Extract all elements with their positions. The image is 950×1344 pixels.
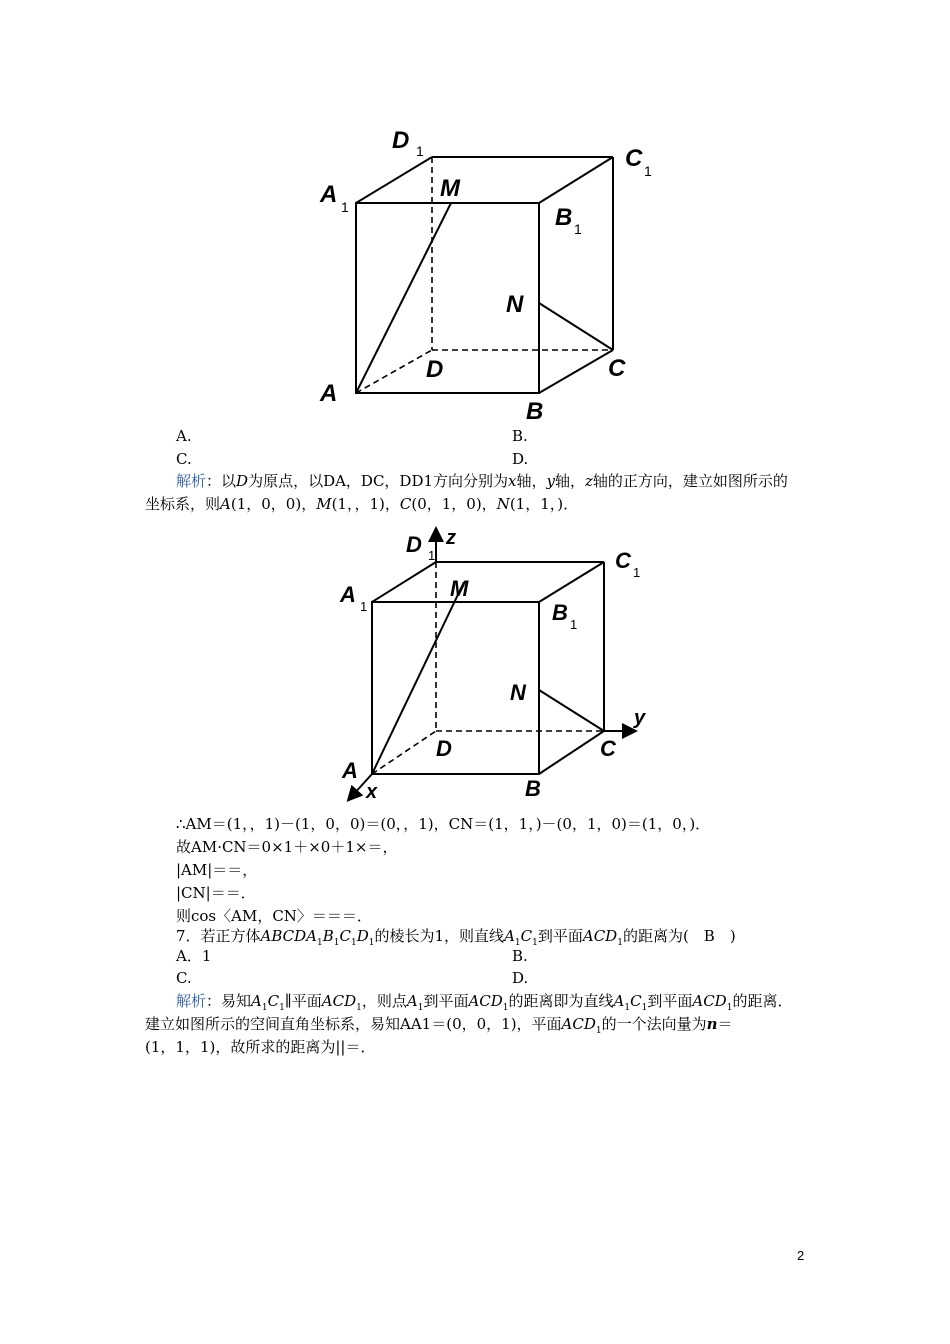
derivation-line-5: 则cos〈AM，CN〉＝＝＝． bbox=[176, 907, 372, 925]
page-number: 2 bbox=[797, 1248, 805, 1263]
label2-n: N bbox=[510, 680, 526, 705]
q7-option-c: C. bbox=[176, 969, 192, 987]
option-d: D. bbox=[512, 450, 529, 468]
derivation-line-1: ∴AM＝(1，，1)－(1，0，0)＝(0，，1)，CN＝(1，1，)－(0，1，0)＝(1，0，)． bbox=[176, 815, 711, 833]
label-a: A bbox=[320, 380, 338, 407]
label2-a: A bbox=[342, 758, 358, 783]
analysis-label-2: 解析 bbox=[176, 992, 207, 1010]
label-b1: B bbox=[555, 204, 573, 231]
svg-text:1: 1 bbox=[360, 599, 368, 614]
derivation-line-3: |AM|＝＝， bbox=[176, 861, 258, 879]
svg-text:1: 1 bbox=[574, 221, 582, 237]
svg-text:1: 1 bbox=[428, 548, 436, 563]
svg-text:1: 1 bbox=[644, 163, 652, 179]
cube-diagram-1 bbox=[300, 120, 660, 425]
svg-text:1: 1 bbox=[416, 143, 424, 159]
q7-option-d: D. bbox=[512, 969, 529, 987]
label2-d1: D bbox=[406, 532, 422, 557]
label-c: C bbox=[608, 355, 626, 382]
label-d: D bbox=[426, 356, 444, 383]
label2-y: y bbox=[634, 707, 646, 729]
option-c: C. bbox=[176, 450, 192, 468]
label2-b: B bbox=[525, 776, 541, 801]
analysis-2-line-3: (1，1，1)，故所求的距离为||＝． bbox=[145, 1038, 376, 1056]
label2-c: C bbox=[600, 736, 616, 761]
segment-nc bbox=[539, 303, 613, 350]
svg-text:1: 1 bbox=[570, 617, 578, 632]
analysis-2-line-1: 解析：易知$A_1C_1\parallel$平面$ACD_1$，则点$A_1$到平面$ACD_1$的距离即为直线$A_1C_1$到平面$ACD_1$的距离． bbox=[176, 992, 793, 1013]
svg-text:1: 1 bbox=[341, 199, 349, 215]
question-7: 7．若正方体$ABCDA_1B_1C_1D_1$的棱长为1，则直线$A_1C_1$到平面$ACD_1$的距离为( B ) bbox=[176, 927, 736, 948]
derivation-line-4: |CN|＝＝． bbox=[176, 884, 256, 902]
label2-d: D bbox=[436, 736, 452, 761]
label-n: N bbox=[506, 291, 524, 318]
option-a: A. bbox=[176, 427, 192, 445]
cube-figure-2 bbox=[330, 520, 670, 810]
q7-option-a: A．1 bbox=[176, 947, 212, 965]
q7-option-b: B. bbox=[512, 947, 528, 965]
cube-figure-1 bbox=[300, 120, 660, 425]
label2-x: x bbox=[366, 781, 378, 803]
label2-c1: C bbox=[615, 548, 631, 573]
derivation-line-2: 故AM·CN＝0×1＋×0＋1×＝， bbox=[176, 838, 398, 856]
analysis-2-line-2: 建立如图所示的空间直角坐标系，易知AA1＝(0，0，1)，平面$ACD_1$的一个法向量为n＝ bbox=[145, 1015, 733, 1036]
analysis-1-line-2: 坐标系，则A(1，0，0)，M(1，，1)，C(0，1，0)，N(1，1，)． bbox=[145, 495, 579, 513]
label-a1: A bbox=[320, 181, 338, 208]
label-c1: C bbox=[625, 145, 643, 172]
analysis-1-line-1: 解析：以D为原点，以DA，DC，DD1方向分别为x轴，y轴，z轴的正方向，建立如图所示的 bbox=[176, 472, 788, 490]
label-m: M bbox=[440, 175, 460, 202]
label2-m: M bbox=[450, 576, 469, 601]
option-b: B. bbox=[512, 427, 528, 445]
label2-b1: B bbox=[552, 600, 568, 625]
cube-diagram-2 bbox=[330, 520, 670, 810]
label-d1: D bbox=[392, 127, 410, 154]
label2-z: z bbox=[446, 527, 456, 549]
label2-a1: A bbox=[340, 582, 356, 607]
svg-text:1: 1 bbox=[633, 565, 641, 580]
analysis-label: 解析 bbox=[176, 472, 207, 490]
label-b: B bbox=[526, 398, 544, 425]
